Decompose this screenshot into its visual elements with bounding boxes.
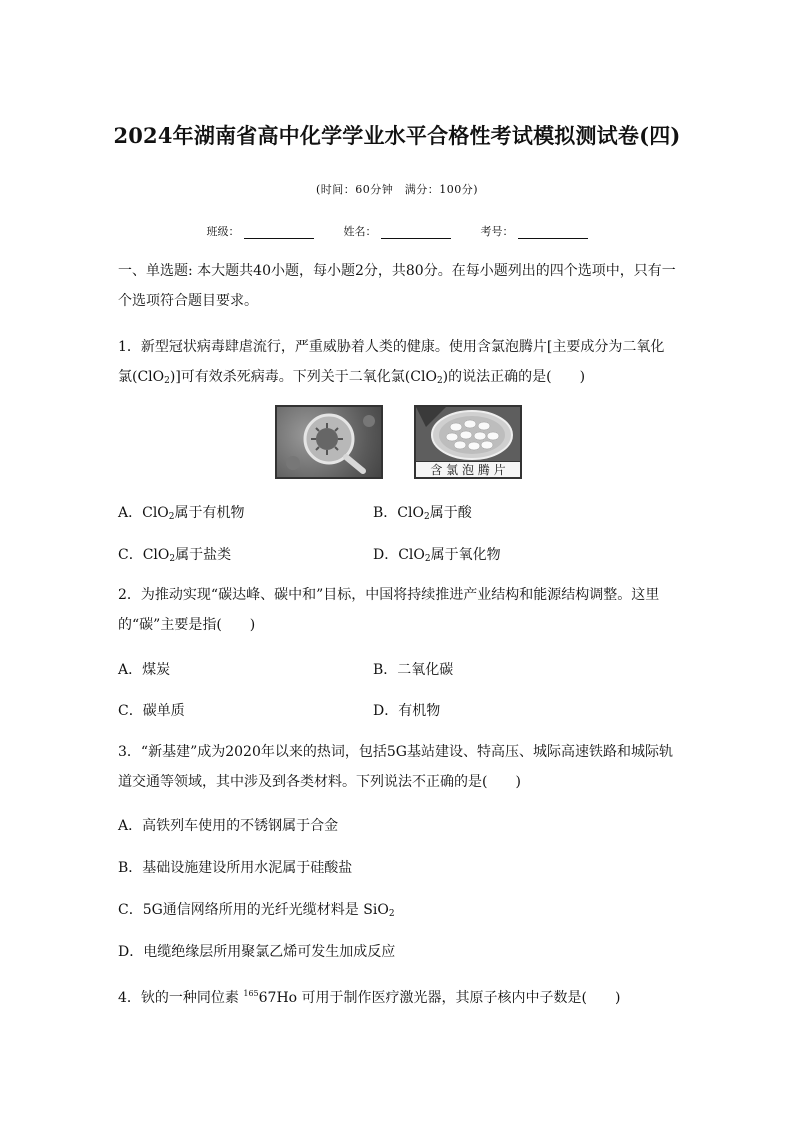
question-3-stem: 3．“新基建”成为2020年以来的热词，包括5G基站建设、特高压、城际高速铁路和城际轨道交通等领域，其中涉及到各类材料。下列说法不正确的是( ) (118, 744, 673, 790)
name-field[interactable] (344, 223, 451, 239)
class-label: 班级： (206, 225, 240, 238)
tablet-plate-icon (416, 407, 520, 463)
q1-sub-a: 2 (164, 376, 170, 386)
id-label: 考号： (480, 225, 514, 238)
q3-option-b[interactable]: B．基础设施建设所用水泥属于硅酸盐 (118, 860, 353, 876)
q2-option-a[interactable]: A．煤炭 (118, 662, 171, 678)
q1-option-b[interactable]: B．ClO$_2$属于酸 (373, 505, 472, 522)
id-field[interactable] (481, 223, 588, 239)
student-info-fields (0, 223, 794, 239)
effervescent-tablet-image (414, 405, 522, 479)
q2-option-b[interactable]: B．二氧化碳 (373, 662, 454, 678)
name-blank[interactable] (381, 225, 451, 239)
q3-option-d[interactable]: D．电缆绝缘层所用聚氯乙烯可发生加成反应 (118, 944, 396, 960)
q2-option-d[interactable]: D．有机物 (373, 703, 441, 719)
exam-meta: (时间：60分钟 满分：100分) (315, 183, 479, 196)
question-4-stem: 4．钬的一种同位素 $^{165}$67Ho 可用于制作医疗激光器，其原子核内中子数是( ) (118, 989, 621, 1006)
q2-option-c[interactable]: C．碳单质 (118, 703, 185, 719)
question-1-stem (118, 332, 678, 396)
q3-option-c[interactable]: C．5G通信网络所用的光纤光缆材料是 SiO$_2$ (118, 902, 395, 919)
q1-option-a[interactable]: A．ClO$_2$属于有机物 (118, 505, 245, 522)
q1-text-c: )的说法正确的是( ) (442, 369, 586, 385)
q1-option-c[interactable]: C．ClO$_2$属于盐类 (118, 547, 232, 564)
exam-title: 2024年湖南省高中化学学业水平合格性考试模拟测试卷(四) (113, 123, 681, 148)
q1-sub-b: 2 (436, 376, 443, 386)
virus-magnifier-image (275, 405, 383, 479)
tablet-caption: 含 氯 泡 腾 片 (416, 461, 520, 478)
q1-text-a: 1．新型冠状病毒肆虐流行，严重威胁着人类的健康。使用含氯泡腾片[主要成分为二氧化氯(ClO (118, 339, 665, 385)
class-blank[interactable] (244, 225, 314, 239)
q3-option-a[interactable]: A．高铁列车使用的不锈钢属于合金 (118, 818, 339, 834)
section-heading: 一、单选题: 本大题共40小题，每小题2分，共80分。在每小题列出的四个选项中，只有一个选项符合题目要求。 (118, 263, 676, 309)
virus-magnifier-icon (277, 407, 381, 477)
question-2-stem: 2．为推动实现“碳达峰、碳中和”目标，中国将持续推进产业结构和能源结构调整。这里的“碳”主要是指( ) (118, 587, 660, 633)
class-field[interactable] (207, 223, 314, 239)
id-blank[interactable] (518, 225, 588, 239)
name-label: 姓名： (343, 225, 377, 238)
q1-text-b: )]可有效杀死病毒。下列关于二氧化氯(ClO (169, 369, 437, 385)
q1-option-d[interactable]: D．ClO$_2$属于氧化物 (373, 547, 501, 564)
